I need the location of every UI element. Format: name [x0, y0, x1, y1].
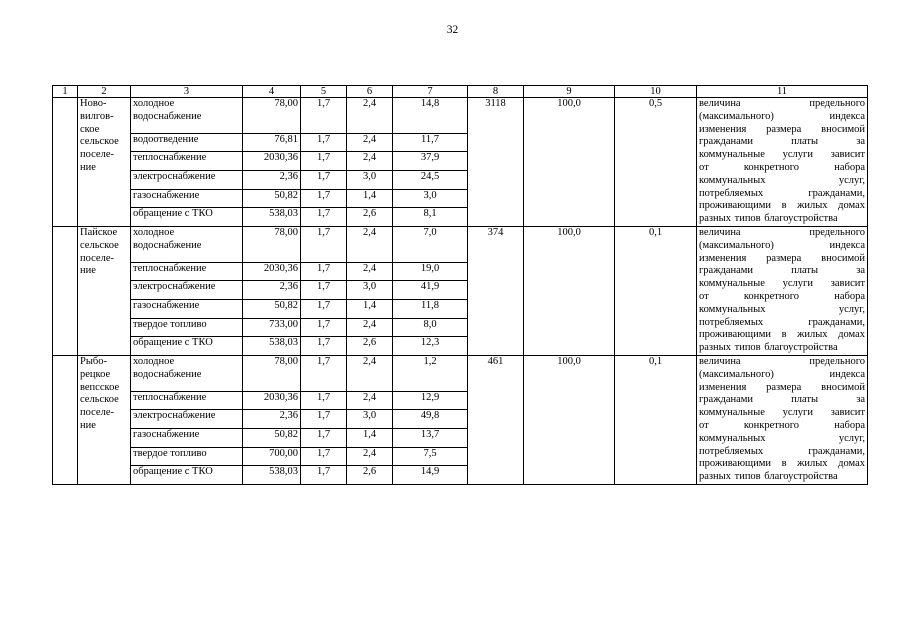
- tariff-cell: 50,82: [243, 300, 301, 319]
- population-cell: 461: [468, 355, 524, 484]
- col5-cell: 1,7: [301, 208, 347, 227]
- header-cell: 10: [615, 86, 697, 98]
- note-line: изменения размера вносимой: [699, 252, 865, 264]
- col7-cell: 24,5: [393, 171, 468, 190]
- service-cell: водоотведение: [131, 133, 243, 152]
- col5-cell: 1,7: [301, 429, 347, 448]
- col6-cell: 2,4: [347, 226, 393, 262]
- col7-cell: 1,2: [393, 355, 468, 391]
- col5-cell: 1,7: [301, 300, 347, 319]
- service-cell: электроснабжение: [131, 410, 243, 429]
- note-cell: [697, 98, 868, 227]
- note-line: проживающими в жилых домах: [699, 329, 865, 341]
- share-cell: 100,0: [524, 98, 615, 227]
- note-line: величина предельного: [699, 226, 865, 238]
- col7-cell: 37,9: [393, 152, 468, 171]
- note-cell: [697, 355, 868, 484]
- settlement-line: вилгов-: [80, 110, 114, 122]
- tariff-cell: 50,82: [243, 189, 301, 208]
- note-line: гражданами платы за: [699, 394, 865, 406]
- tariff-cell: 2030,36: [243, 391, 301, 410]
- table-row: [53, 98, 868, 134]
- note-line: изменения размера вносимой: [699, 123, 865, 135]
- col5-cell: 1,7: [301, 98, 347, 134]
- page-number: 32: [446, 24, 459, 36]
- note-line: разных типов благоустройства: [699, 471, 838, 483]
- service-cell: электроснабжение: [131, 171, 243, 190]
- tariff-cell: 76,81: [243, 133, 301, 152]
- service-cell: холодное водоснабжение: [131, 226, 243, 262]
- settlement-cell: [78, 226, 131, 355]
- note-line: от конкретного набора: [699, 161, 865, 173]
- col6-cell: 2,4: [347, 355, 393, 391]
- note-line: (максимального) индекса: [699, 239, 865, 251]
- service-cell: электроснабжение: [131, 281, 243, 300]
- note-line: от конкретного набора: [699, 419, 865, 431]
- col5-cell: 1,7: [301, 391, 347, 410]
- population-cell: 374: [468, 226, 524, 355]
- tariff-cell: 2,36: [243, 171, 301, 190]
- col5-cell: 1,7: [301, 262, 347, 281]
- header-cell: 2: [78, 86, 131, 98]
- row-number-cell: [53, 98, 78, 227]
- service-cell: теплоснабжение: [131, 391, 243, 410]
- note-line: потребляемых гражданами,: [699, 445, 865, 457]
- note-line: потребляемых гражданами,: [699, 316, 865, 328]
- col5-cell: 1,7: [301, 226, 347, 262]
- tariff-cell: 538,03: [243, 208, 301, 227]
- settlement-line: рецкое: [80, 368, 111, 380]
- col7-cell: 8,1: [393, 208, 468, 227]
- col7-cell: 14,9: [393, 466, 468, 485]
- note-line: потребляемых гражданами,: [699, 187, 865, 199]
- col7-cell: 12,9: [393, 391, 468, 410]
- tariff-cell: 78,00: [243, 355, 301, 391]
- settlement-line: ское: [80, 123, 100, 135]
- col5-cell: 1,7: [301, 355, 347, 391]
- service-cell: обращение с ТКО: [131, 466, 243, 485]
- col7-cell: 8,0: [393, 318, 468, 337]
- note-line: коммунальные услуги зависит: [699, 407, 865, 419]
- service-cell: обращение с ТКО: [131, 337, 243, 356]
- settlement-line: сельское: [80, 394, 119, 406]
- service-cell: обращение с ТКО: [131, 208, 243, 227]
- col6-cell: 2,4: [347, 152, 393, 171]
- population-cell: 3118: [468, 98, 524, 227]
- col5-cell: 1,7: [301, 337, 347, 356]
- note-line: проживающими в жилых домах: [699, 458, 865, 470]
- settlement-line: поселе-: [80, 149, 114, 161]
- settlement-line: Пайское: [80, 226, 118, 238]
- settlement-line: Рыбо-: [80, 355, 107, 367]
- note-line: величина предельного: [699, 355, 865, 367]
- service-cell: газоснабжение: [131, 300, 243, 319]
- note-cell: [697, 226, 868, 355]
- col6-cell: 3,0: [347, 410, 393, 429]
- row-number-cell: [53, 226, 78, 355]
- settlement-line: ние: [80, 419, 96, 431]
- tariff-cell: 2,36: [243, 410, 301, 429]
- col6-cell: 2,6: [347, 466, 393, 485]
- col5-cell: 1,7: [301, 189, 347, 208]
- note-line: коммунальные услуги зависит: [699, 149, 865, 161]
- col5-cell: 1,7: [301, 318, 347, 337]
- note-line: коммунальных услуг,: [699, 174, 865, 186]
- col10-cell: 0,1: [615, 226, 697, 355]
- note-line: от конкретного набора: [699, 290, 865, 302]
- col7-cell: 7,0: [393, 226, 468, 262]
- col7-cell: 11,8: [393, 300, 468, 319]
- header-cell: 7: [393, 86, 468, 98]
- col7-cell: 11,7: [393, 133, 468, 152]
- col7-cell: 14,8: [393, 98, 468, 134]
- tariff-cell: 538,03: [243, 466, 301, 485]
- table-row: [53, 355, 868, 391]
- note-line: величина предельного: [699, 98, 865, 109]
- tariff-cell: 733,00: [243, 318, 301, 337]
- col6-cell: 2,6: [347, 208, 393, 227]
- col7-cell: 7,5: [393, 447, 468, 466]
- share-cell: 100,0: [524, 355, 615, 484]
- settlement-line: сельское: [80, 136, 119, 148]
- col6-cell: 2,4: [347, 262, 393, 281]
- settlement-line: сельское: [80, 239, 119, 251]
- service-cell: теплоснабжение: [131, 262, 243, 281]
- service-cell: теплоснабжение: [131, 152, 243, 171]
- settlement-cell: [78, 98, 131, 227]
- header-cell: 3: [131, 86, 243, 98]
- note-line: гражданами платы за: [699, 265, 865, 277]
- col10-cell: 0,1: [615, 355, 697, 484]
- settlement-line: вепсское: [80, 381, 120, 393]
- header-cell: 8: [468, 86, 524, 98]
- col7-cell: 13,7: [393, 429, 468, 448]
- col5-cell: 1,7: [301, 133, 347, 152]
- note-line: коммунальных услуг,: [699, 432, 865, 444]
- service-cell: холодное водоснабжение: [131, 98, 243, 134]
- col6-cell: 2,6: [347, 337, 393, 356]
- note-line: разных типов благоустройства: [699, 213, 838, 225]
- header-cell: 1: [53, 86, 78, 98]
- note-line: коммунальных услуг,: [699, 303, 865, 315]
- header-row: [53, 86, 868, 98]
- tariff-cell: 50,82: [243, 429, 301, 448]
- note-line: коммунальные услуги зависит: [699, 278, 865, 290]
- settlement-line: поселе-: [80, 407, 114, 419]
- note-line: разных типов благоустройства: [699, 342, 838, 354]
- header-cell: 5: [301, 86, 347, 98]
- tariff-cell: 700,00: [243, 447, 301, 466]
- col5-cell: 1,7: [301, 152, 347, 171]
- col6-cell: 3,0: [347, 171, 393, 190]
- header-cell: 9: [524, 86, 615, 98]
- col6-cell: 3,0: [347, 281, 393, 300]
- note-line: проживающими в жилых домах: [699, 200, 865, 212]
- col7-cell: 41,9: [393, 281, 468, 300]
- col5-cell: 1,7: [301, 171, 347, 190]
- service-cell: газоснабжение: [131, 189, 243, 208]
- settlement-cell: [78, 355, 131, 484]
- note-line: изменения размера вносимой: [699, 381, 865, 393]
- header-cell: 6: [347, 86, 393, 98]
- service-cell: твердое топливо: [131, 318, 243, 337]
- col5-cell: 1,7: [301, 281, 347, 300]
- tariff-cell: 538,03: [243, 337, 301, 356]
- service-cell: холодное водоснабжение: [131, 355, 243, 391]
- col5-cell: 1,7: [301, 410, 347, 429]
- table-row: [53, 226, 868, 262]
- note-line: гражданами платы за: [699, 136, 865, 148]
- col6-cell: 2,4: [347, 133, 393, 152]
- settlement-line: поселе-: [80, 252, 114, 264]
- service-cell: газоснабжение: [131, 429, 243, 448]
- tariff-table: [52, 85, 868, 485]
- note-line: (максимального) индекса: [699, 110, 865, 122]
- col7-cell: 3,0: [393, 189, 468, 208]
- tariff-cell: 78,00: [243, 98, 301, 134]
- col6-cell: 1,4: [347, 300, 393, 319]
- col6-cell: 2,4: [347, 318, 393, 337]
- col6-cell: 1,4: [347, 189, 393, 208]
- header-cell: 11: [697, 86, 868, 98]
- col6-cell: 2,4: [347, 447, 393, 466]
- note-line: (максимального) индекса: [699, 368, 865, 380]
- tariff-cell: 2,36: [243, 281, 301, 300]
- col7-cell: 49,8: [393, 410, 468, 429]
- tariff-cell: 78,00: [243, 226, 301, 262]
- col5-cell: 1,7: [301, 447, 347, 466]
- col6-cell: 1,4: [347, 429, 393, 448]
- settlement-line: ние: [80, 161, 96, 173]
- tariff-cell: 2030,36: [243, 152, 301, 171]
- settlement-line: Ново-: [80, 98, 107, 109]
- service-cell: твердое топливо: [131, 447, 243, 466]
- col5-cell: 1,7: [301, 466, 347, 485]
- col6-cell: 2,4: [347, 98, 393, 134]
- col10-cell: 0,5: [615, 98, 697, 227]
- header-cell: 4: [243, 86, 301, 98]
- settlement-line: ние: [80, 265, 96, 277]
- share-cell: 100,0: [524, 226, 615, 355]
- col6-cell: 2,4: [347, 391, 393, 410]
- col7-cell: 19,0: [393, 262, 468, 281]
- tariff-cell: 2030,36: [243, 262, 301, 281]
- col7-cell: 12,3: [393, 337, 468, 356]
- row-number-cell: [53, 355, 78, 484]
